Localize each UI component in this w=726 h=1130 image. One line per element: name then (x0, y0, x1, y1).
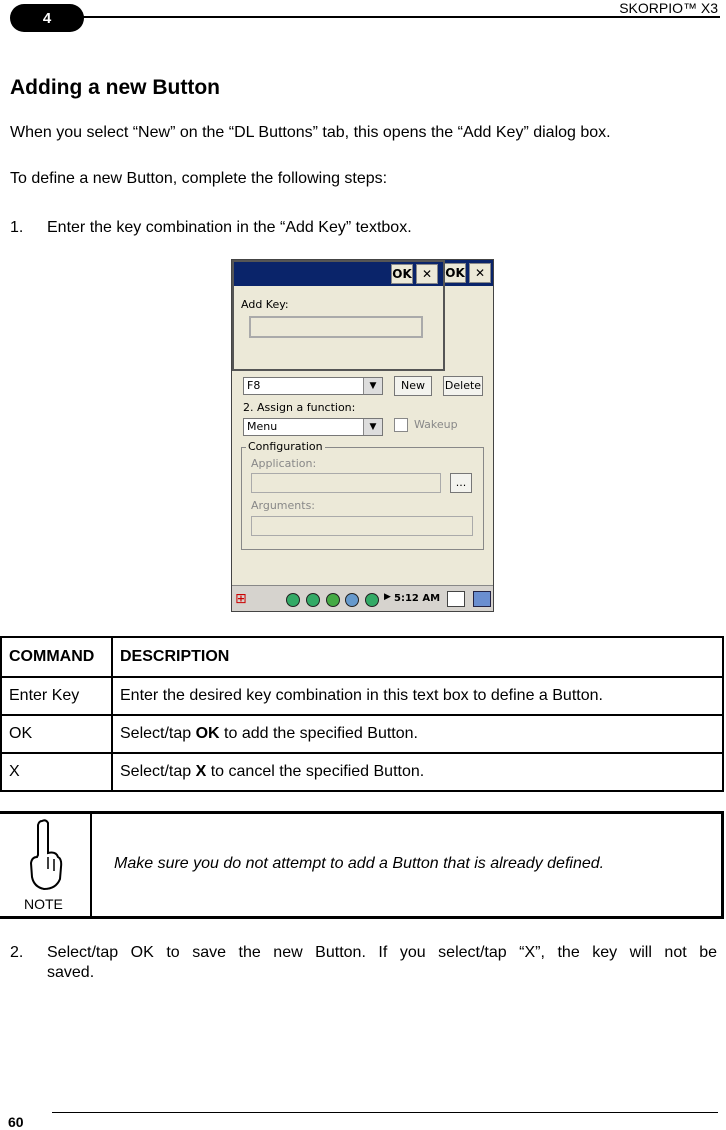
clock[interactable]: 5:12 AM (394, 593, 441, 604)
note-text: Make sure you do not attempt to add a Button that is already defined. (114, 855, 605, 872)
key-combo[interactable] (243, 377, 383, 395)
chevron-down-icon: ▼ (363, 419, 382, 435)
wakeup-checkbox[interactable] (394, 418, 408, 432)
step-2-text-line-2: saved. (47, 964, 95, 981)
background-ok-button[interactable]: OK (444, 263, 466, 283)
description-text: Select/tap (120, 763, 196, 780)
section-title: Adding a new Button (10, 76, 220, 99)
intro-paragraph: When you select “New” on the “DL Buttons” tab, this opens the “Add Key” dialog box. (10, 124, 611, 141)
step-2-number: 2. (10, 944, 24, 961)
network-icon[interactable] (345, 593, 359, 607)
device-screenshot (231, 259, 494, 612)
key-combo-value: F8 (247, 379, 261, 392)
steps-intro: To define a new Button, complete the following steps: (10, 170, 388, 187)
assign-function-label: 2. Assign a function: (243, 401, 356, 414)
browse-button[interactable]: ... (450, 473, 472, 493)
triangle-right-icon: ▶ (384, 592, 391, 602)
arguments-field[interactable] (251, 516, 473, 536)
step-1-text: Enter the key combination in the “Add Key” textbox. (47, 219, 412, 236)
status-icon[interactable] (286, 593, 300, 607)
command-table (0, 636, 724, 792)
background-close-button[interactable]: ✕ (469, 263, 491, 283)
dialog-ok-button[interactable]: OK (391, 264, 413, 284)
battery-icon[interactable] (326, 593, 340, 607)
description-bold: OK (195, 725, 220, 742)
function-combo-value: Menu (247, 420, 278, 433)
delete-button[interactable]: Delete (443, 376, 483, 396)
configuration-label: Configuration (248, 440, 323, 453)
dialog-close-button[interactable]: ✕ (416, 264, 438, 284)
windows-switch-icon[interactable] (473, 591, 491, 607)
table-row (1, 715, 723, 753)
table-header-row (1, 637, 723, 677)
windows-start-icon[interactable]: ⊞ (235, 591, 247, 607)
chevron-down-icon: ▼ (363, 378, 382, 394)
function-combo[interactable] (243, 418, 383, 436)
wakeup-label: Wakeup (414, 418, 458, 431)
description-bold: X (195, 763, 207, 780)
command-cell: X (1, 753, 112, 791)
description-text: Select/tap (120, 725, 196, 742)
page-number: 60 (8, 1114, 24, 1130)
header-product-title: SKORPIO™ X3 (619, 0, 718, 16)
pointing-hand-icon (28, 819, 64, 893)
description-cell (112, 753, 723, 791)
footer-rule (52, 1112, 718, 1113)
note-label: NOTE (24, 896, 63, 912)
status-icon[interactable] (306, 593, 320, 607)
keyboard-icon[interactable] (447, 591, 465, 607)
step-2-text-line-1: Select/tap OK to save the new Button. If you select/tap “X”, the key will not be (47, 944, 717, 961)
add-key-label: Add Key: (241, 298, 289, 311)
header-rule (80, 16, 720, 18)
description-text: to cancel the specified Button. (206, 763, 425, 780)
column-header: DESCRIPTION (112, 637, 723, 677)
table-row (1, 677, 723, 715)
step-1-number: 1. (10, 219, 24, 236)
description-text: to add the specified Button. (219, 725, 418, 742)
column-header: COMMAND (1, 637, 112, 677)
command-cell: Enter Key (1, 677, 112, 715)
taskbar (232, 585, 494, 612)
status-icon[interactable] (365, 593, 379, 607)
add-key-dialog (232, 260, 445, 371)
arguments-label: Arguments: (251, 499, 316, 512)
table-row (1, 753, 723, 791)
command-cell: OK (1, 715, 112, 753)
description-cell: Enter the desired key combination in this text box to define a Button. (112, 677, 723, 715)
add-key-input[interactable] (249, 316, 423, 338)
application-label: Application: (251, 457, 317, 470)
chapter-badge: 4 (10, 4, 84, 32)
application-field[interactable] (251, 473, 441, 493)
new-button[interactable]: New (394, 376, 432, 396)
description-cell (112, 715, 723, 753)
